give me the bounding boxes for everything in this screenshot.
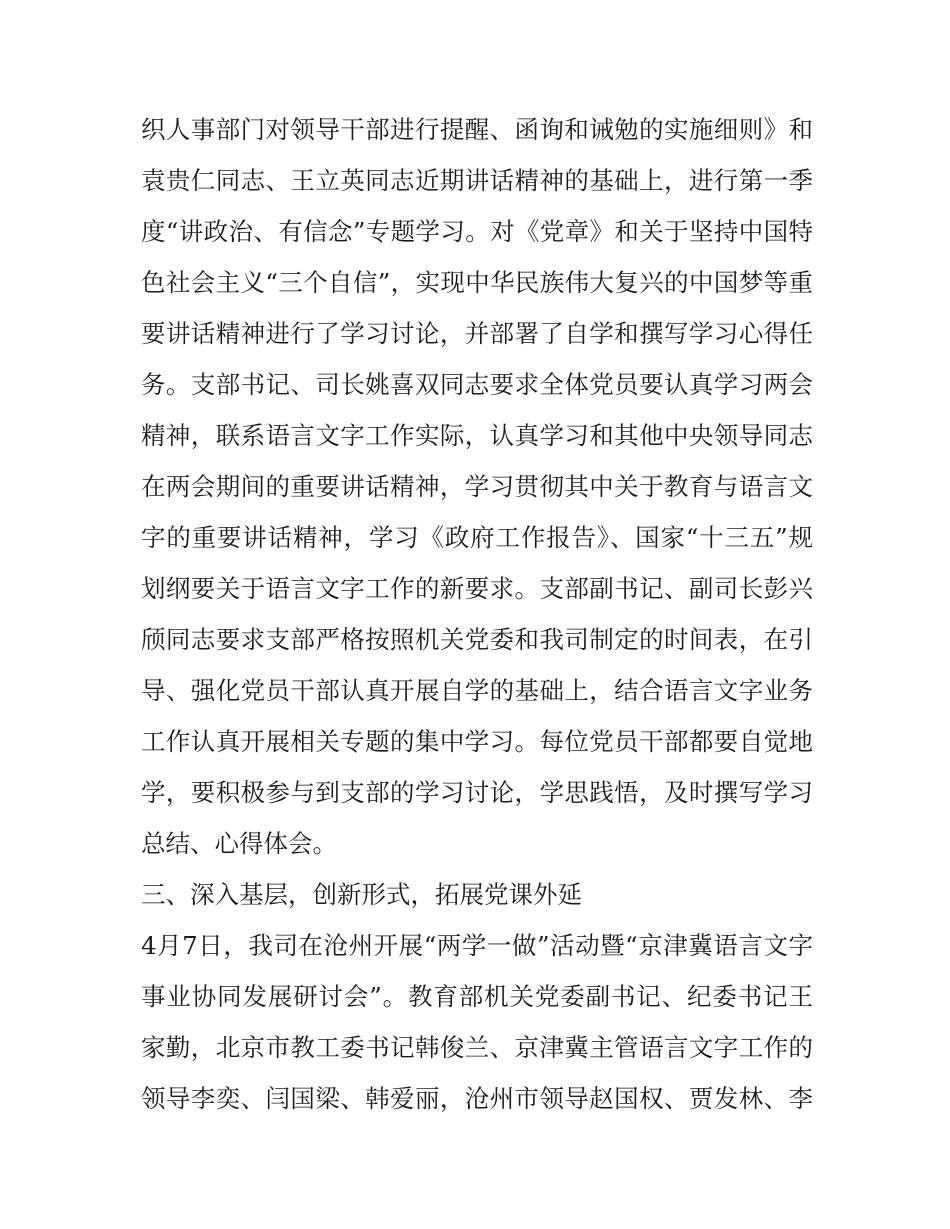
paragraph-end-line: 总结、心得体会。 bbox=[141, 829, 337, 858]
text-line: 精神，联系语言文字工作实际，认真学习和其他中央领导同志 bbox=[141, 421, 813, 450]
document-body bbox=[141, 104, 813, 1124]
text-line: 织人事部门对领导干部进行提醒、函询和诫勉的实施细则》和 bbox=[141, 115, 813, 144]
text-line: 颀同志要求支部严格按照机关党委和我司制定的时间表，在引 bbox=[141, 625, 813, 654]
text-line: 袁贵仁同志、王立英同志近期讲话精神的基础上，进行第一季 bbox=[141, 166, 813, 195]
text-line: 事业协同发展研讨会”。教育部机关党委副书记、纪委书记王 bbox=[141, 982, 813, 1011]
text-line: 度“讲政治、有信念”专题学习。对《党章》和关于坚持中国特 bbox=[141, 217, 813, 246]
text-line: 划纲要关于语言文字工作的新要求。支部副书记、副司长彭兴 bbox=[141, 574, 813, 603]
text-line: 务。支部书记、司长姚喜双同志要求全体党员要认真学习两会 bbox=[141, 370, 813, 399]
text-line: 领导李奕、闫国梁、韩爱丽，沧州市领导赵国权、贾发林、李 bbox=[141, 1084, 813, 1113]
text-line: 工作认真开展相关专题的集中学习。每位党员干部都要自觉地 bbox=[141, 727, 813, 756]
section-heading: 三、深入基层，创新形式，拓展党课外延 bbox=[141, 880, 582, 909]
text-line: 要讲话精神进行了学习讨论，并部署了自学和撰写学习心得任 bbox=[141, 319, 813, 348]
text-line: 在两会期间的重要讲话精神，学习贯彻其中关于教育与语言文 bbox=[141, 472, 813, 501]
text-line: 导、强化党员干部认真开展自学的基础上，结合语言文字业务 bbox=[141, 676, 813, 705]
text-line: 字的重要讲话精神，学习《政府工作报告》、国家“十三五”规 bbox=[141, 523, 813, 552]
text-line: 色社会主义“三个自信”，实现中华民族伟大复兴的中国梦等重 bbox=[141, 268, 813, 297]
text-line: 家勤，北京市教工委书记韩俊兰、京津冀主管语言文字工作的 bbox=[141, 1033, 813, 1062]
text-line: 学，要积极参与到支部的学习讨论，学思践悟，及时撰写学习 bbox=[141, 778, 813, 807]
text-line: 4月7日，我司在沧州开展“两学一做”活动暨“京津冀语言文字 bbox=[141, 931, 813, 960]
